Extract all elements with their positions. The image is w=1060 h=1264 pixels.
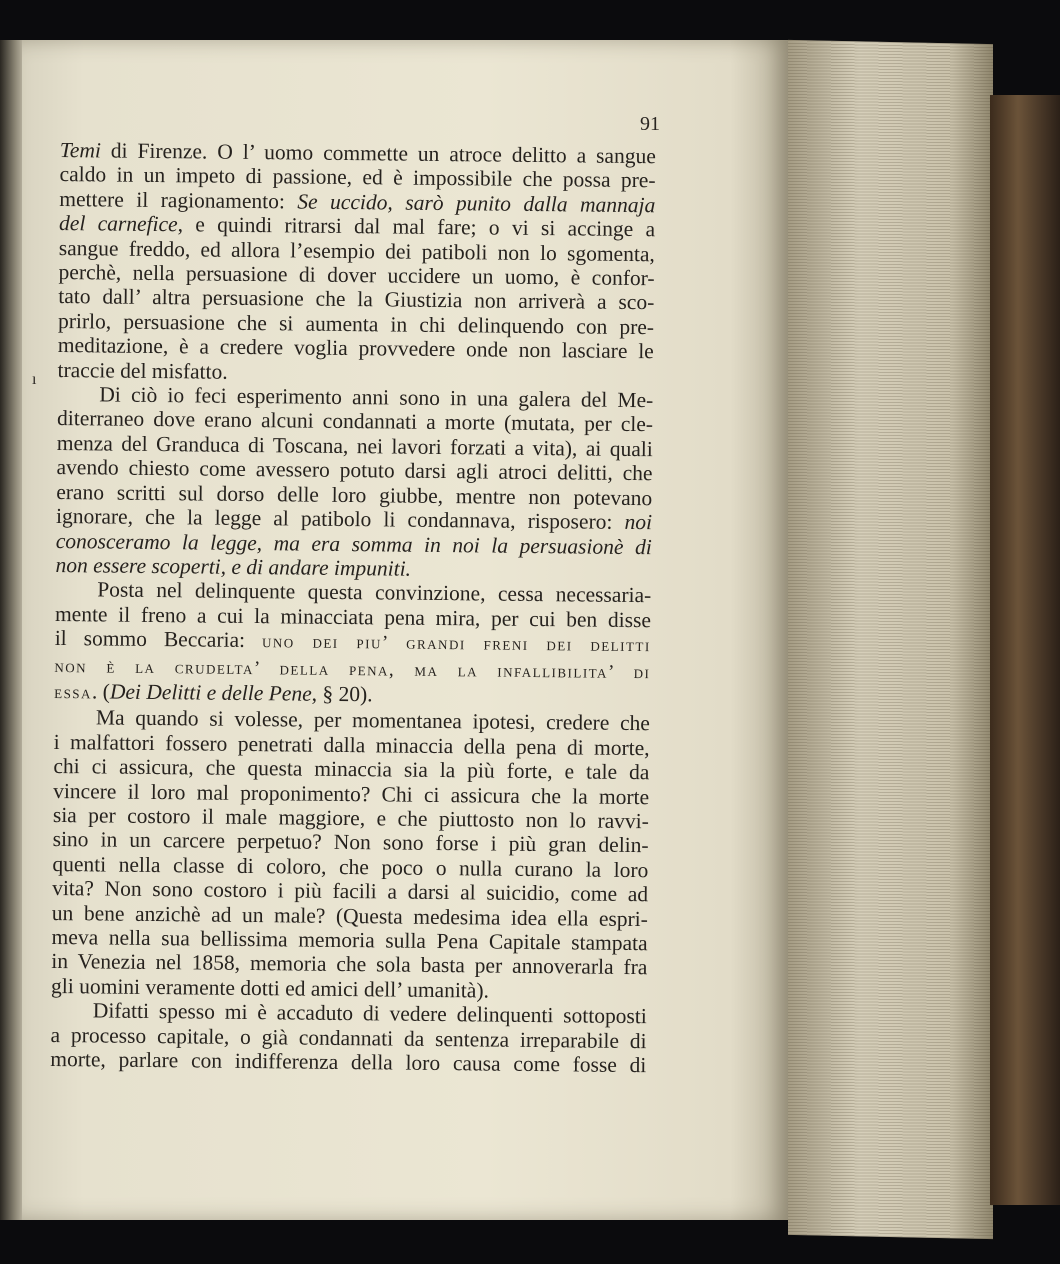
text-segment: morte, parlare con indifferenza della loro causa come fosse di [50,1046,647,1078]
italic-text: Se uccido, sarò punito dalla mannaja [297,189,656,218]
text-segment: Difatti spesso mi è accaduto di vedere delinquenti sottoposti [92,998,647,1029]
text-segment: un bene anzichè ad un male? (Questa medesima idea ella espri- [51,900,648,931]
body-text [50,138,656,1078]
text-segment: caldo in un impeto di passione, ed è impossibile che possa pre- [59,162,656,193]
book-cover-edge [990,95,1060,1205]
text-segment: menza del Granduca di Toscana, nei lavori forzati a vita), ai quali [56,430,653,462]
text-segment: di Firenze. O l’ uomo commette un atroce delitto a sangue [100,138,656,169]
text-segment: vincere il loro mal proponimento? Chi ci assicura che la morte [53,778,650,809]
small-caps-text: uno dei piu’ grandi freni dei delitti [261,631,651,657]
text-segment: tato dall’ altra persuasione che la Giustizia non arriverà a sco- [58,284,655,315]
text-segment: mente il freno a cui la minacciata pena mira, per cui ben disse [54,601,652,632]
text-segment: Ma quando si volesse, per momentanea ipotesi, credere che [95,705,651,736]
text-segment: . ( [91,679,111,704]
text-segment: quenti nella classe di coloro, che poco o nulla curano la loro [52,851,649,882]
page-number: 91 [640,113,660,135]
italic-text: non essere scoperti, e di andare impuniti. [55,552,412,581]
italic-text: del carnefice [58,211,178,237]
text-segment: meditazione, è a credere voglia provvedere onde non lasciare le [57,333,654,364]
text-segment: Posta nel delinquente questa convinzione, cessa necessaria- [97,577,652,608]
text-segment: in Venezia nel 1858, memoria che sola basta per annoverarla fra [51,949,648,980]
text-segment: meva nella sua bellissima memoria sulla Pena Capitale stampata [51,924,648,956]
text-segment: gli uomini veramente dotti ed amici dell’ umanità). [50,973,490,1003]
text-segment: prirlo, persuasione che si aumenta in chi delinquendo con pre- [57,308,655,340]
text-segment: diterraneo dove erano alcuni condannati a morte (mutata, per cle- [56,406,654,437]
small-caps-text: non è la crudelta’ della pena, ma la infallibilita’ di [54,655,651,683]
text-segment: traccie del misfatto. [57,357,228,384]
text-segment: i malfattori fossero penetrati dalla minaccia della pena di morte, [53,729,650,760]
text-segment: erano scritti sul dorso delle loro giubbe, mentre non potevano [56,479,653,510]
text-segment: mettere il ragionamento: [59,186,298,214]
small-caps-text: essa [54,681,93,704]
text-segment: a processo capitale, o già condannati da sentenza irreparabile di [50,1022,647,1053]
text-segment: perchè, nella persuasione di dover uccidere un uomo, è confor- [58,260,655,291]
text-segment: vita? Non sono costoro i più facili a darsi al suicidio, come ad [52,876,649,907]
text-segment: chi ci assicura, che questa minaccia sia la più forte, e tale da [53,754,650,785]
text-segment: avendo chiesto come avessero potuto darsi agli atroci delitti, che [56,455,653,486]
page-edges [788,40,993,1239]
text-segment: ignorare, che la legge al patibolo li condannava, risposero: [55,504,625,535]
text-segment: il sommo Beccaria: [54,626,263,653]
italic-text: noi [624,510,653,535]
text-segment: , § 20). [311,681,373,707]
text-segment: sangue freddo, ed allora l’esempio dei patiboli non lo sgomenta, [58,235,655,266]
italic-text: Temi [59,138,102,163]
margin-mark: ı [32,371,37,388]
italic-text: Dei Delitti e delle Pene [109,679,312,706]
text-segment: , e quindi ritrarsi dal mal fare; o vi si accinge a [177,212,656,242]
text-segment: sino in un carcere perpetuo? Non sono forse i più gran delin- [52,827,649,858]
text-segment: Di ciò io feci esperimento anni sono in una galera del Me- [99,382,654,413]
italic-text: conosceramo la legge, ma era somma in noi la persuasionè di [55,528,652,559]
text-segment: sia per costoro il male maggiore, e che piuttosto non lo ravvi- [52,802,650,834]
